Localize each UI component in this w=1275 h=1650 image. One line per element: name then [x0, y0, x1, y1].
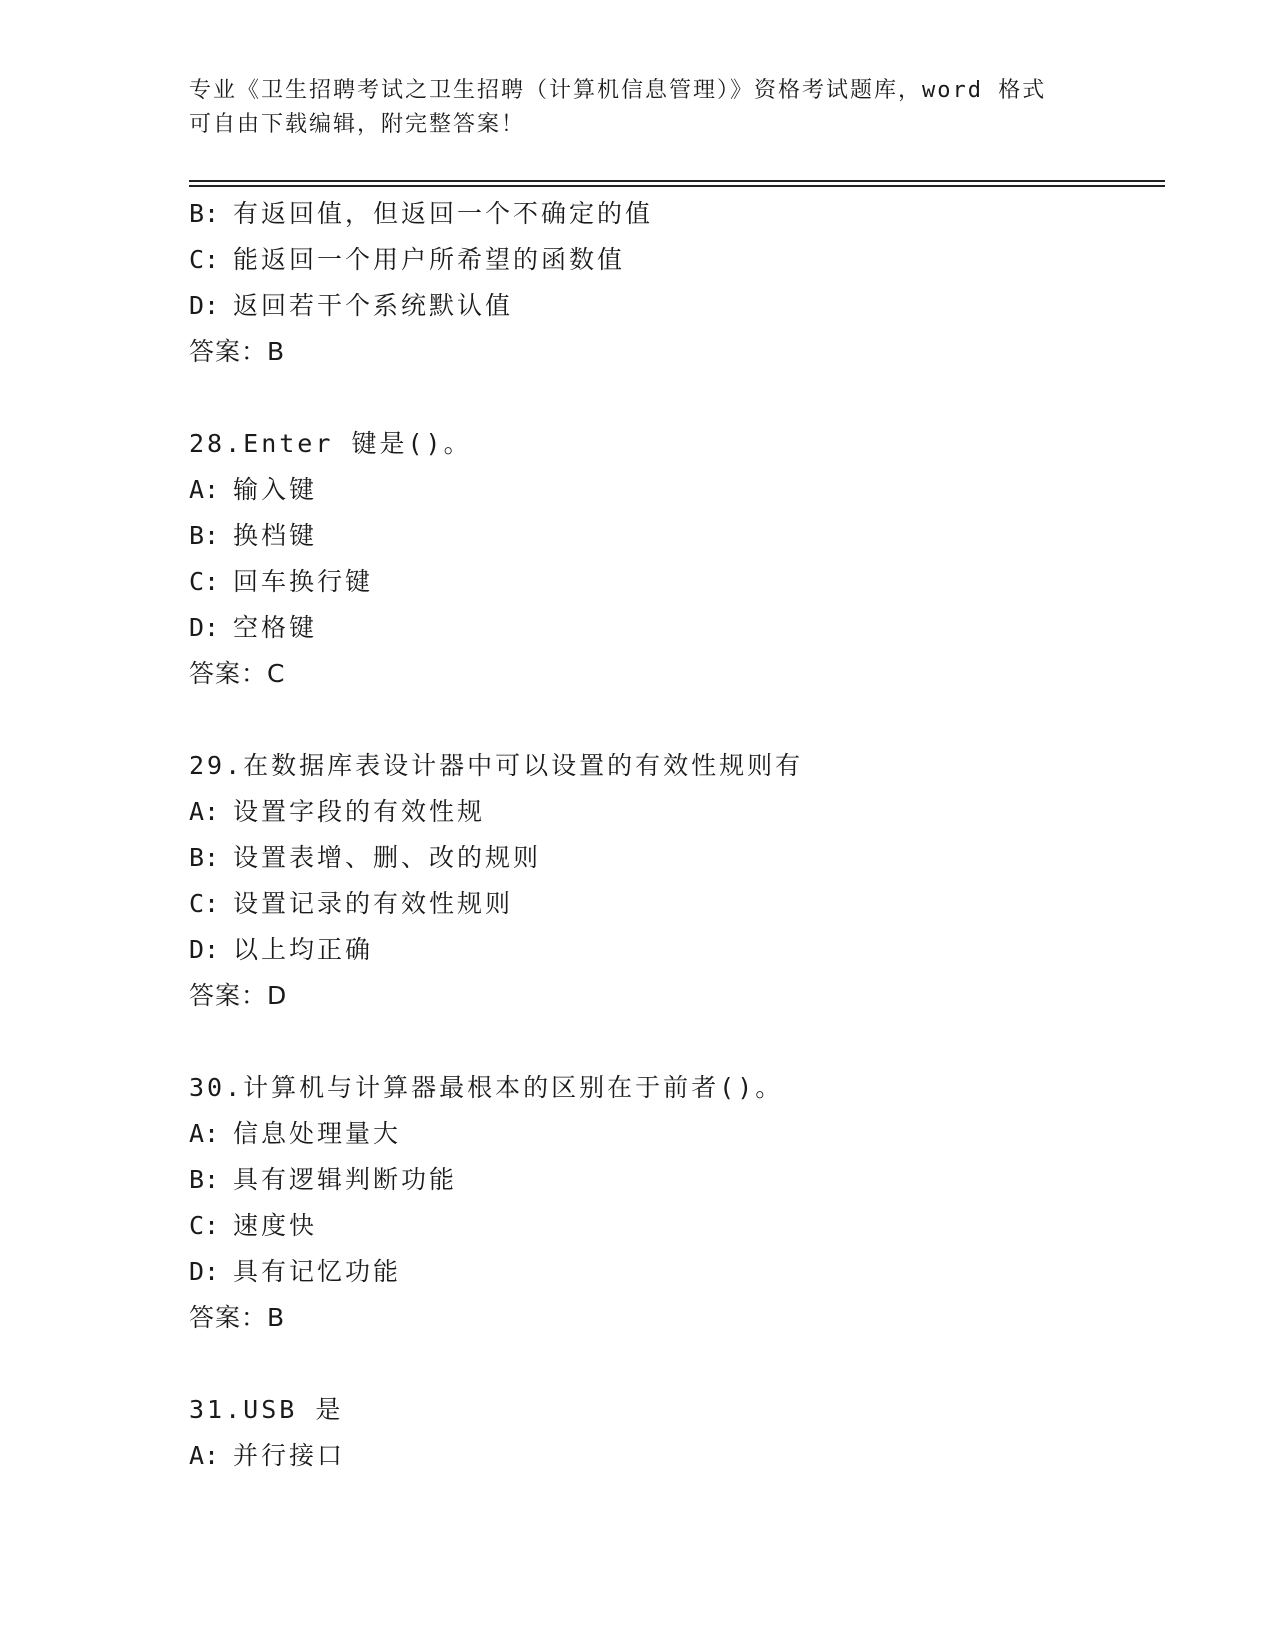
header-divider-bottom: [189, 185, 1165, 187]
header-divider-top: [189, 180, 1165, 182]
option-row: [189, 1111, 1139, 1157]
option-key: B:: [189, 521, 220, 550]
option-key: B:: [189, 199, 220, 228]
option-text: 回车换行键: [233, 567, 374, 596]
option-key: B:: [189, 843, 220, 872]
option-row: [189, 835, 1139, 881]
option-row: [189, 283, 1139, 329]
option-text: 设置表增、删、改的规则: [233, 843, 542, 872]
option-text: 返回若干个系统默认值: [233, 291, 514, 320]
option-text: 并行接口: [233, 1441, 346, 1470]
option-key: C:: [189, 889, 220, 918]
option-key: D:: [189, 935, 220, 964]
option-row: [189, 559, 1139, 605]
option-key: C:: [189, 245, 220, 274]
option-row: [189, 513, 1139, 559]
answer-line: 答案：C: [189, 659, 286, 688]
option-text: 信息处理量大: [233, 1119, 402, 1148]
option-key: D:: [189, 1257, 220, 1286]
option-row: [189, 927, 1139, 973]
option-row: [189, 191, 1139, 237]
question-stem: 31.USB 是: [189, 1395, 344, 1424]
option-row: [189, 1157, 1139, 1203]
option-row: [189, 1249, 1139, 1295]
option-text: 具有记忆功能: [233, 1257, 402, 1286]
option-text: 速度快: [233, 1211, 318, 1240]
option-row: [189, 789, 1139, 835]
option-row: [189, 1433, 1139, 1479]
option-key: C:: [189, 1211, 220, 1240]
option-text: 以上均正确: [233, 935, 374, 964]
option-text: 空格键: [233, 613, 318, 642]
option-key: B:: [189, 1165, 220, 1194]
option-key: A:: [189, 1441, 220, 1470]
option-text: 输入键: [233, 475, 318, 504]
option-text: 具有逻辑判断功能: [233, 1165, 458, 1194]
option-row: [189, 1203, 1139, 1249]
question-stem: 29.在数据库表设计器中可以设置的有效性规则有: [189, 751, 804, 780]
header-line-2: 可自由下载编辑，附完整答案！: [189, 112, 526, 137]
question-stem: 30.计算机与计算器最根本的区别在于前者()。: [189, 1073, 784, 1102]
option-text: 设置记录的有效性规则: [233, 889, 514, 918]
answer-line: 答案：B: [189, 1303, 286, 1332]
option-text: 有返回值，但返回一个不确定的值: [233, 199, 654, 228]
option-row: [189, 237, 1139, 283]
option-row: [189, 881, 1139, 927]
option-key: C:: [189, 567, 220, 596]
option-row: [189, 605, 1139, 651]
option-key: A:: [189, 797, 220, 826]
option-key: A:: [189, 1119, 220, 1148]
document-header: [189, 74, 1089, 142]
question-list: [189, 191, 1139, 1479]
answer-line: 答案：D: [189, 981, 288, 1010]
option-key: A:: [189, 475, 220, 504]
option-key: D:: [189, 613, 220, 642]
option-text: 换档键: [233, 521, 318, 550]
option-key: D:: [189, 291, 220, 320]
option-text: 能返回一个用户所希望的函数值: [233, 245, 626, 274]
answer-line: 答案：B: [189, 337, 286, 366]
option-text: 设置字段的有效性规: [233, 797, 486, 826]
question-stem: 28.Enter 键是()。: [189, 429, 472, 458]
header-line-1: 专业《卫生招聘考试之卫生招聘（计算机信息管理）》资格考试题库，word 格式: [189, 78, 1047, 103]
option-row: [189, 467, 1139, 513]
